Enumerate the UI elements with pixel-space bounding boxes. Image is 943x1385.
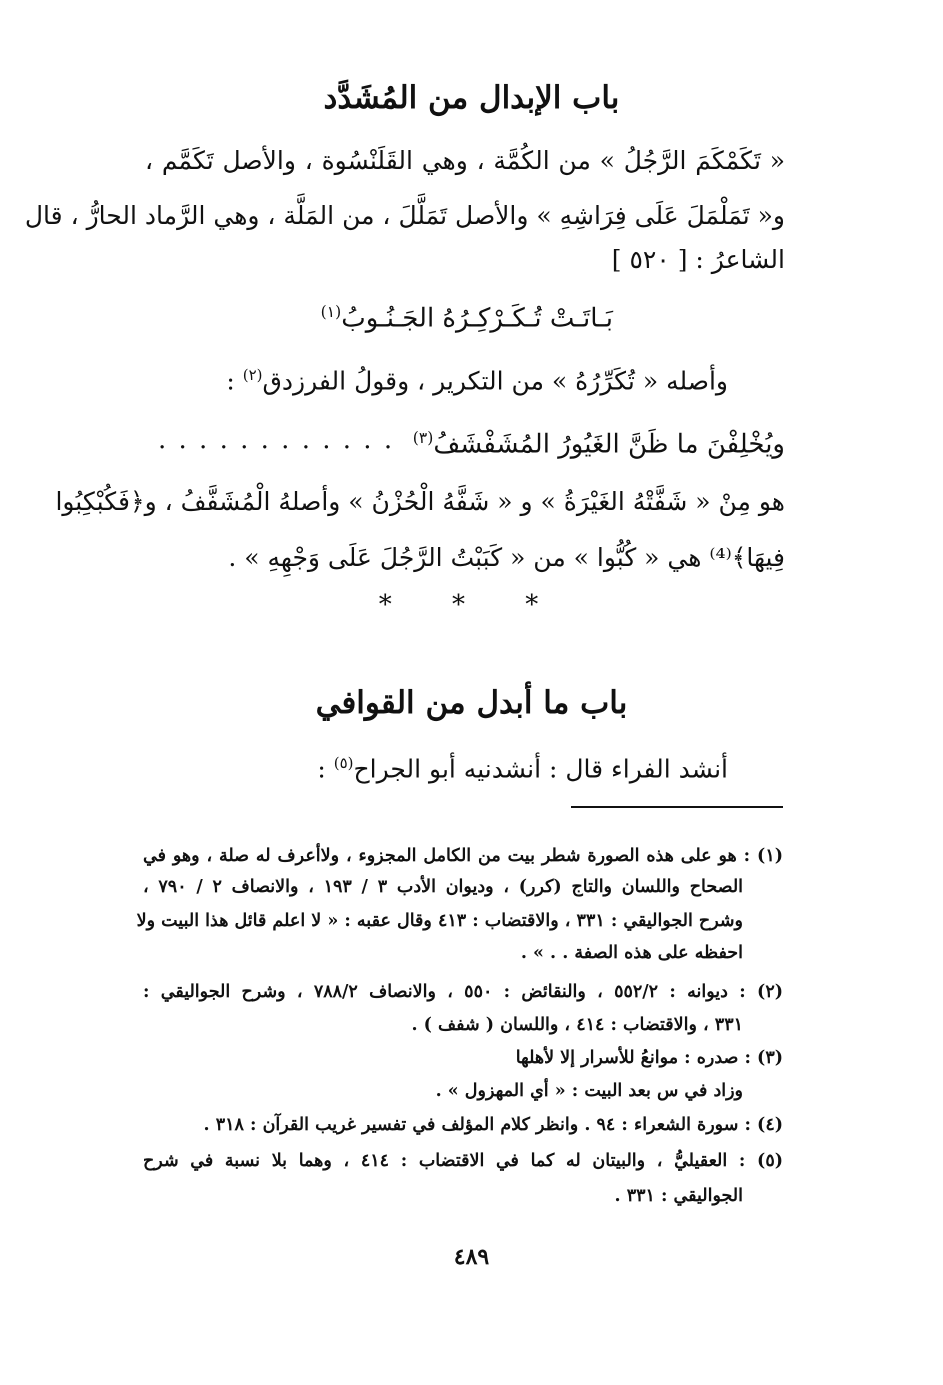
intro-line (88, 743, 728, 789)
paragraph-colon: : (226, 366, 243, 396)
footnote-ref-2: (٢) (242, 366, 263, 384)
paragraph-line-1: « تَكَمْكَمَ الرَّجُلُ » من الكُمَّة ، وهي القَلَنْسُوة ، والأصل تَكَمَّم ، (145, 146, 785, 175)
footnote-line: (٤) : سورة الشعراء : ٩٤ . وانظر كلام المؤلف في تفسير غريب القرآن : ٣١٨ . (203, 1115, 783, 1135)
verse-hemistich-1 (321, 292, 613, 339)
footnote-ref-5: (٥) (333, 754, 354, 772)
footnote-ref-3: (٣) (412, 429, 434, 447)
section-separator-stars: * * * (378, 590, 565, 620)
footnote-line: (١) : هو على هذه الصورة شطر بيت من الكامل المجزوء ، ولاأعرف له صلة ، وهو في (143, 846, 783, 866)
verse-ellipsis: . . . . . . . . . . . . (158, 425, 395, 455)
paragraph-text: وأصله « تُكَرِّرُهُ » من التكرير ، وقولُ الفرزدق (262, 366, 728, 396)
paragraph-line-3: الشاعرُ : [ ٥٢٠ ] (611, 245, 785, 274)
footnote-line: الصحاح واللسان والتاج (كرر) ، وديوان الأدب ٣ / ١٩٣ ، والانصاف ٢ / ٧٩٠ ، (143, 877, 744, 897)
footnote-line: (٣) : صدره : موانعُ للأسرار إلا لأهلها (515, 1048, 783, 1068)
footnote-line: الجواليقي : ٣٣١ . (614, 1186, 743, 1206)
verse-hemistich-2 (413, 418, 785, 465)
verse-text: بَـاتَـتْ تُـكَـرْكِـرُهُ الجَـنُـوبُ (341, 303, 613, 334)
verse-text: ويُخْلِفْنَ ما ظَنَّ الغَيُورُ المُشَفْشَفُ (433, 429, 785, 460)
footnote-line: وشرح الجواليقي : ٣٣١ ، والاقتضاب : ٤١٣ وقال عقبه : « لا اعلم قائل هذا البيت ولا (136, 911, 743, 931)
intro-colon: : (317, 754, 334, 784)
footnote-line: ٣٣١ ، والاقتضاب : ٤١٤ ، واللسان ( شفف ) . (411, 1015, 743, 1035)
footnote-divider (571, 806, 783, 808)
section-title-ibdal-mushaddad: باب الإبدال من المُشَدَّد (323, 80, 620, 116)
section-title-qawafi: باب ما أبدل من القوافي (315, 685, 628, 721)
paragraph-line-4 (88, 355, 728, 401)
footnote-line: (٢) : ديوانه : ٥٥٢/٢ ، والنقائض : ٥٥٠ ، والانصاف ٧٨٨/٢ ، وشرح الجواليقي : (143, 982, 783, 1002)
paragraph-line-2: و« تَمَلْمَلَ عَلَى فِرَاشِهِ » والأصل تَمَلَّلَ ، من المَلَّة ، وهي الرَّماد الحارُّ ، قال (24, 201, 785, 230)
footnote-ref-1: (١) (320, 303, 342, 321)
paragraph-line-6: فِيهَا﴾⁽⁴⁾ هي « كُبُّوا » من « كَبَبْتُ الرَّجُلَ عَلَى وَجْهِهِ » . (228, 543, 785, 572)
footnote-line: (٥) : العقيليُّ ، والبيتان له كما في الاقتضاب : ٤١٤ ، وهما بلا نسبة في شرح (143, 1151, 784, 1171)
footnote-line: وزاد في س بعد البيت : « أي المهزول » . (435, 1081, 743, 1101)
intro-text: أنشد الفراء قال : أنشدنيه أبو الجراح (353, 754, 728, 784)
page-number: ٤٨٩ (453, 1244, 490, 1270)
paragraph-line-5: هو مِنْ « شَفَّتْهُ الغَيْرَةُ » و « شَفَّهُ الْحُزْنُ » وأصلهُ الْمُشَفَّفُ ، و﴿فَكُبْكِبُوا (55, 487, 785, 516)
footnote-line: احفظه على هذه الصفة . . » . (520, 943, 743, 963)
